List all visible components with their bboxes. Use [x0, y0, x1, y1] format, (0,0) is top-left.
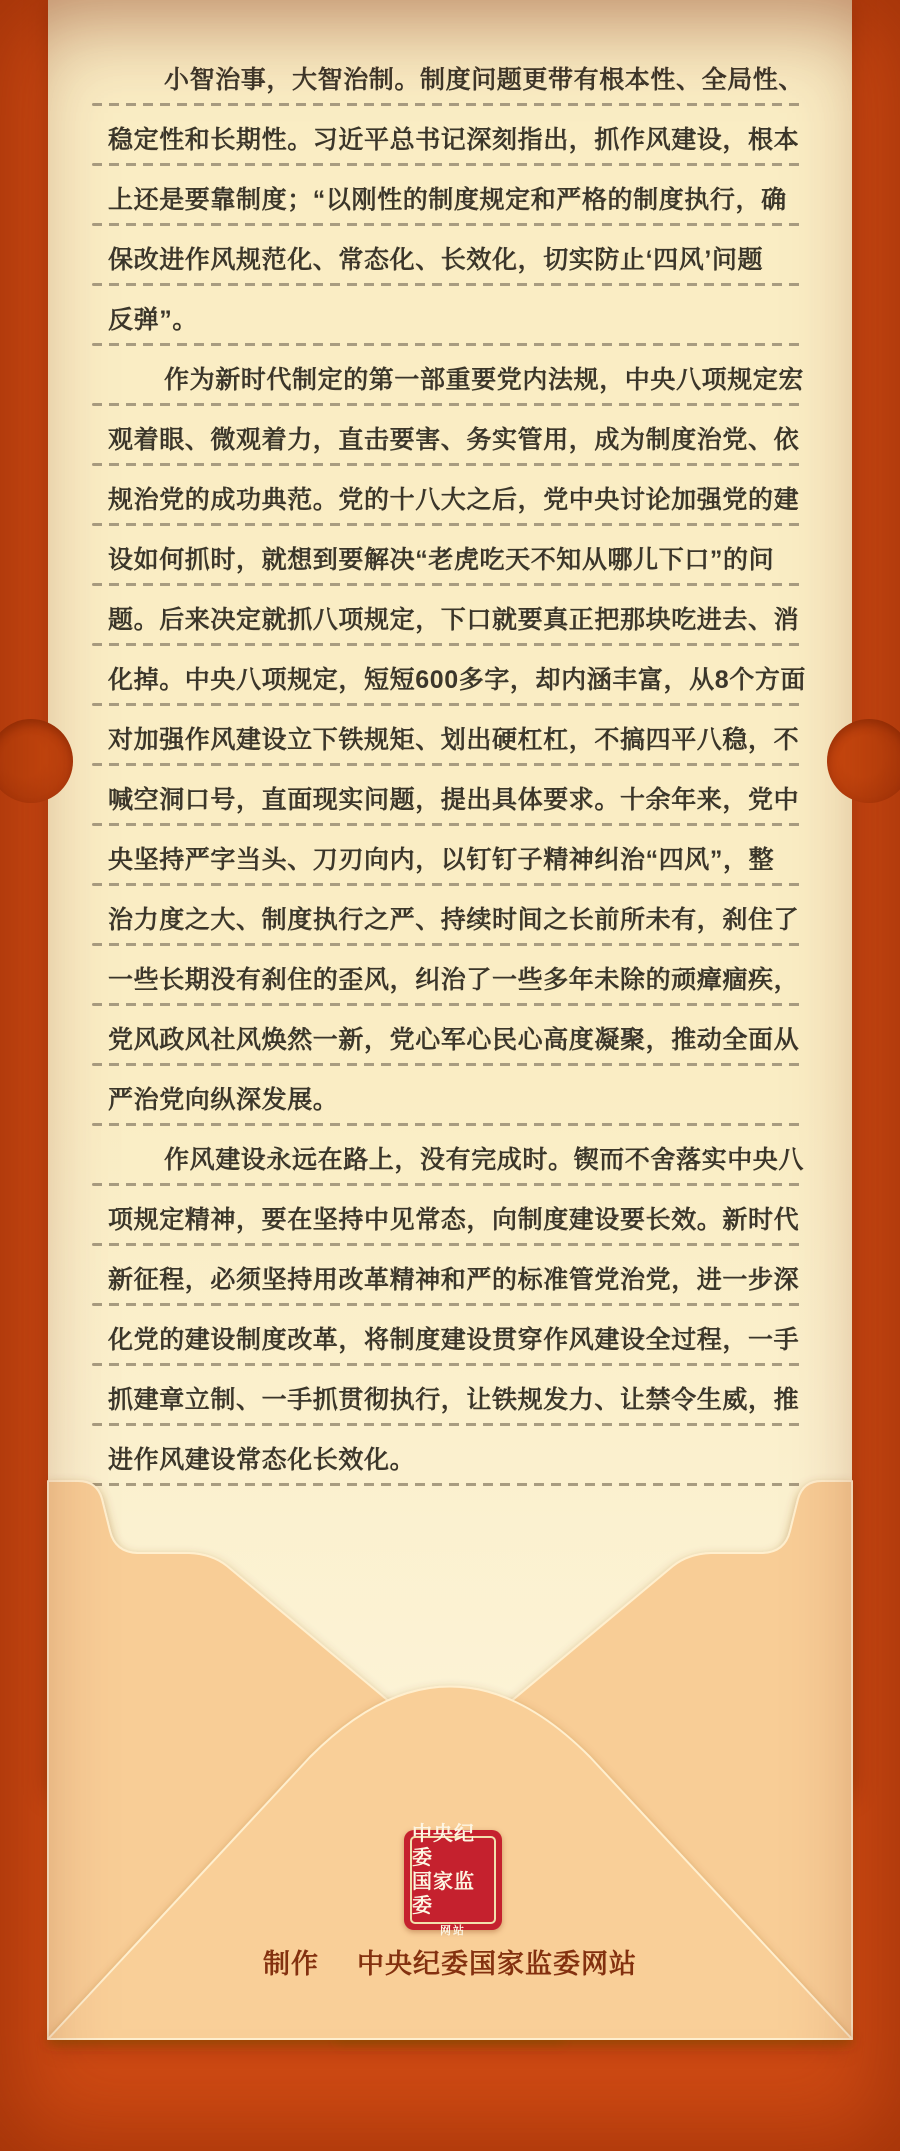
text-line: 喊空洞口号，直面现实问题，提出具体要求。十余年来，党中: [92, 766, 806, 826]
text-line: 项规定精神，要在坚持中见常态，向制度建设要长效。新时代: [92, 1186, 806, 1246]
text-line: 治力度之大、制度执行之严、持续时间之长前所未有，刹住了: [92, 886, 806, 946]
producer-name: 中央纪委国家监委网站: [357, 1949, 637, 1979]
text-line: 稳定性和长期性。习近平总书记深刻指出，抓作风建设，根本: [92, 106, 806, 166]
text-line: 严治党向纵深发展。: [92, 1066, 806, 1126]
text-line: 作风建设永远在路上，没有完成时。锲而不舍落实中央八: [92, 1126, 806, 1186]
text-line: 题。后来决定就抓八项规定，下口就要真正把那块吃进去、消: [92, 586, 806, 646]
text-line: 保改进作风规范化、常态化、长效化，切实防止‘四风’问题: [92, 226, 806, 286]
producer-caption: [0, 1942, 900, 1981]
text-line: 设如何抓时，就想到要解决“老虎吃天不知从哪儿下口”的问: [92, 526, 806, 586]
text-line: 进作风建设常态化长效化。: [92, 1426, 806, 1486]
seal-text-line3: 网站: [440, 1925, 466, 1937]
text-line: 化党的建设制度改革，将制度建设贯穿作风建设全过程，一手: [92, 1306, 806, 1366]
text-line: 对加强作风建设立下铁规矩、划出硬杠杠，不搞四平八稳，不: [92, 706, 806, 766]
text-line: 央坚持严字当头、刀刃向内，以钉钉子精神纠治“四风”，整: [92, 826, 806, 886]
text-line: 党风政风社风焕然一新，党心军心民心高度凝聚，推动全面从: [92, 1006, 806, 1066]
text-line: 一些长期没有刹住的歪风，纠治了一些多年未除的顽瘴痼疾，: [92, 946, 806, 1006]
text-line: 新征程，必须坚持用改革精神和严的标准管党治党，进一步深: [92, 1246, 806, 1306]
text-line: 规治党的成功典范。党的十八大之后，党中央讨论加强党的建: [92, 466, 806, 526]
text-line: 观着眼、微观着力，直击要害、务实管用，成为制度治党、依: [92, 406, 806, 466]
official-seal: [404, 1823, 502, 1937]
seal-text-line2: 国家监委: [412, 1871, 475, 1917]
seal-text-line1: 中央纪委: [412, 1823, 475, 1869]
official-seal-inner: [410, 1823, 496, 1937]
text-line: 作为新时代制定的第一部重要党内法规，中央八项规定宏: [92, 346, 806, 406]
text-line: 反弹”。: [92, 286, 806, 346]
text-line: 小智治事，大智治制。制度问题更带有根本性、全局性、: [92, 46, 806, 106]
text-line: 上还是要靠制度；“以刚性的制度规定和严格的制度执行，确: [92, 166, 806, 226]
producer-label: 制作: [263, 1949, 319, 1979]
text-line: 抓建章立制、一手抓贯彻执行，让铁规发力、让禁令生威，推: [92, 1366, 806, 1426]
text-line: 化掉。中央八项规定，短短600多字，却内涵丰富，从8个方面: [92, 646, 806, 706]
